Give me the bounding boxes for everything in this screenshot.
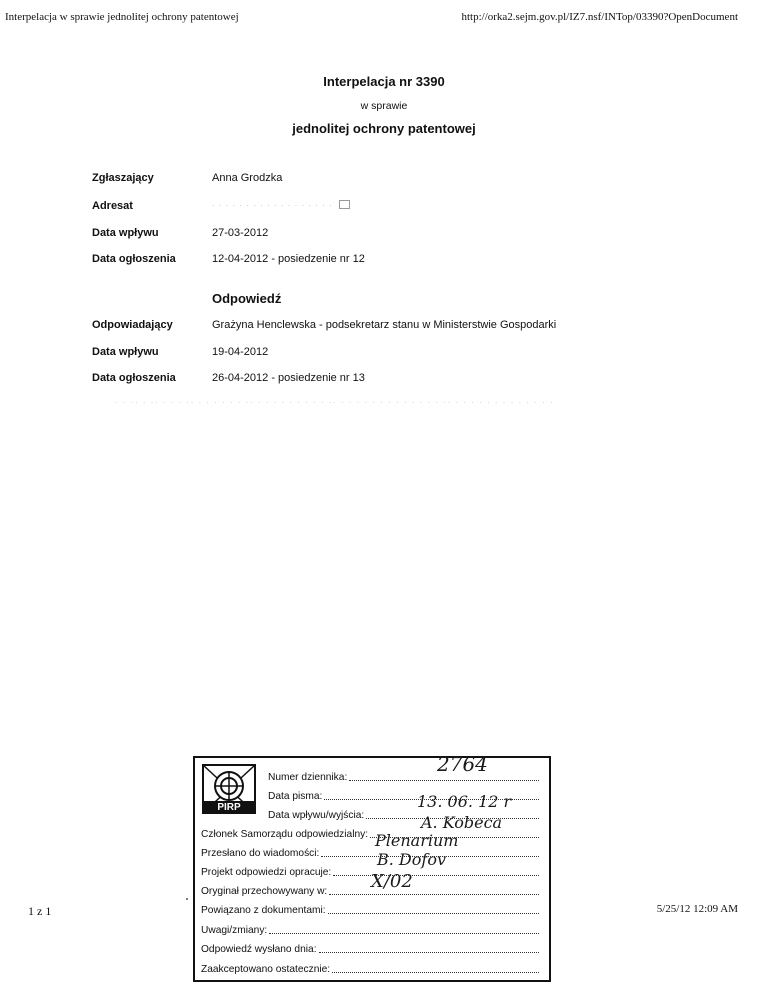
handwritten-drafter: B. Dofov [377,850,446,869]
handwritten-original-location: X/02 [371,871,413,892]
browser-header-url: http://orka2.sejm.gov.pl/IZ7.nsf/INTop/03390?OpenDocument [461,11,738,23]
scan-speck [186,898,188,900]
page-counter: 1 z 1 [28,904,52,918]
stamp-row-forwarded-to: Przesłano do wiadomości: [201,845,541,859]
announcement-value: 12-04-2012 - posiedzenie nr 12 [212,253,365,265]
registry-stamp [193,752,551,982]
stamp-row-linked-documents: Powiązano z dokumentami: [201,902,541,916]
interpellation-title: Interpelacja nr 3390 [323,74,445,89]
illegible-box-icon [339,200,350,209]
answer-receipt-value: 19-04-2012 [212,346,269,358]
answer-announcement-label: Data ogłoszenia [92,372,176,384]
svg-text:PIRP: PIRP [217,802,241,813]
browser-header-title: Interpelacja w sprawie jednolitej ochrony patentowej [5,11,239,23]
addressee-value-illegible: · · · · · · · · · · · · · · · · · · [212,200,350,210]
receipt-date-value: 27-03-2012 [212,227,269,239]
stamp-row-responsible-member: Członek Samorządu odpowiedzialny: [201,826,541,840]
stamp-row-letter-date: Data pisma: [268,788,541,802]
submitter-label: Zgłaszający [92,172,154,184]
receipt-date-label: Data wpływu [92,227,159,239]
announcement-label: Data ogłoszenia [92,253,176,265]
stamp-row-original-location: Oryginał przechowywany w: [201,883,541,897]
stamp-row-drafter: Projekt odpowiedzi opracuje: [201,864,541,878]
faint-scan-artifact-line: · · ·· · ·· · · · ·· · · · · · · ·· · · · · · · · · · ·· · · · · · · · · · · · · · ·· · · · · · · · · · · · · · [115,398,555,407]
responder-label: Odpowiadający [92,319,173,331]
handwritten-journal-number: 2764 [437,752,488,776]
interpellation-subtitle: w sprawie [360,100,408,112]
stamp-row-journal-number: Numer dziennika: [268,769,541,783]
responder-value: Grażyna Henclewska - podsekretarz stanu w Ministerstwie Gospodarki [212,319,557,331]
answer-announcement-value: 26-04-2012 - posiedzenie nr 13 [212,372,365,384]
handwritten-responsible-member: A. Kobeca [421,813,503,832]
stamp-row-reply-sent-date: Odpowiedź wysłano dnia: [201,941,541,955]
addressee-label: Adresat [92,200,133,212]
handwritten-in-out-date: 13. 06. 12 r [417,792,512,811]
handwritten-forwarded-to: Plenarium [375,831,459,850]
stamp-row-in-out-date: Data wpływu/wyjścia: [268,807,541,821]
stamp-row-final-acceptance: Zaakceptowano ostatecznie: [201,961,541,975]
answer-receipt-label: Data wpływu [92,346,159,358]
interpellation-topic: jednolitej ochrony patentowej [292,121,476,136]
submitter-value: Anna Grodzka [212,172,283,184]
stamp-row-remarks: Uwagi/zmiany: [201,922,541,936]
print-timestamp: 5/25/12 12:09 AM [656,903,738,915]
pirp-logo-icon [202,764,256,814]
answer-heading: Odpowiedź [212,291,282,306]
